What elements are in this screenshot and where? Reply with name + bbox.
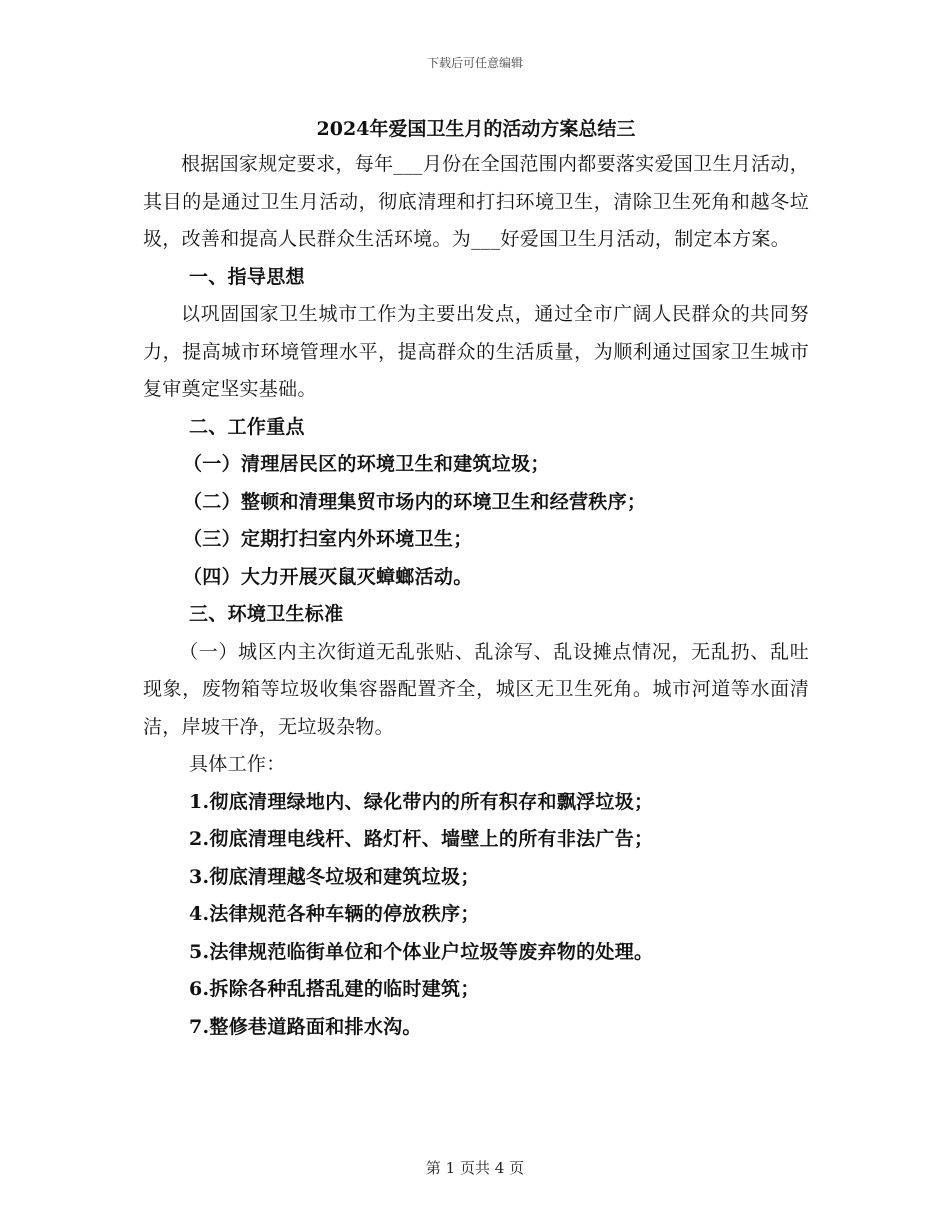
task-item-7: 7.整修巷道路面和排水沟。 (189, 1015, 422, 1038)
task-item-3: 3.彻底清理越冬垃圾和建筑垃圾； (189, 865, 480, 888)
focus-item-3: （三）定期打扫室内外环境卫生； (183, 528, 473, 550)
intro-paragraph: 根据国家规定要求，每年___月份在全国范围内都要落实爱国卫生月活动，其目的是通过卫生月活动，彻底清理和打扫环境卫生，清除卫生死角和越冬垃圾，改善和提高人民群众生活环境。为___好爱国卫生月活动，制定本方案。 (143, 153, 809, 250)
section-3-heading: 三、环境卫生标准 (189, 603, 344, 625)
task-item-1: 1.彻底清理绿地内、绿化带内的所有积存和飘浮垃圾； (189, 790, 654, 813)
section-3-body: （一）城区内主次街道无乱张贴、乱涂写、乱设摊点情况，无乱扔、乱吐现象，废物箱等垃圾收集容器配置齐全，城区无卫生死角。城市河道等水面清洁，岸坡干净，无垃圾杂物。 (143, 640, 809, 738)
task-item-6: 6.拆除各种乱搭乱建的临时建筑； (189, 978, 480, 1000)
focus-item-4: （四）大力开展灭鼠灭蟑螂活动。 (183, 565, 473, 588)
focus-item-2: （二）整顿和清理集贸市场内的环境卫生和经营秩序； (183, 490, 647, 513)
page-footer: 第 1 页共 4 页 (425, 1159, 525, 1177)
document-page (143, 112, 809, 1046)
task-item-4: 4.法律规范各种车辆的停放秩序； (189, 903, 480, 925)
section-1-body: 以巩固国家卫生城市工作为主要出发点，通过全市广阔人民群众的共同努力，提高城市环境管理水平，提高群众的生活质量，为顺利通过国家卫生城市复审奠定坚实基础。 (143, 303, 809, 400)
header-note: 下载后可任意编辑 (426, 56, 523, 70)
section-2-heading: 二、工作重点 (189, 415, 305, 438)
document-title: 2024年爱国卫生月的活动方案总结三 (316, 118, 636, 140)
section-1-heading: 一、指导思想 (189, 265, 305, 288)
tasks-label: 具体工作： (189, 753, 286, 775)
task-item-5: 5.法律规范临街单位和个体业户垃圾等废弃物的处理。 (189, 940, 654, 963)
focus-item-1: （一）清理居民区的环境卫生和建筑垃圾； (183, 453, 550, 475)
task-item-2: 2.彻底清理电线杆、路灯杆、墙壁上的所有非法广告； (189, 828, 654, 850)
